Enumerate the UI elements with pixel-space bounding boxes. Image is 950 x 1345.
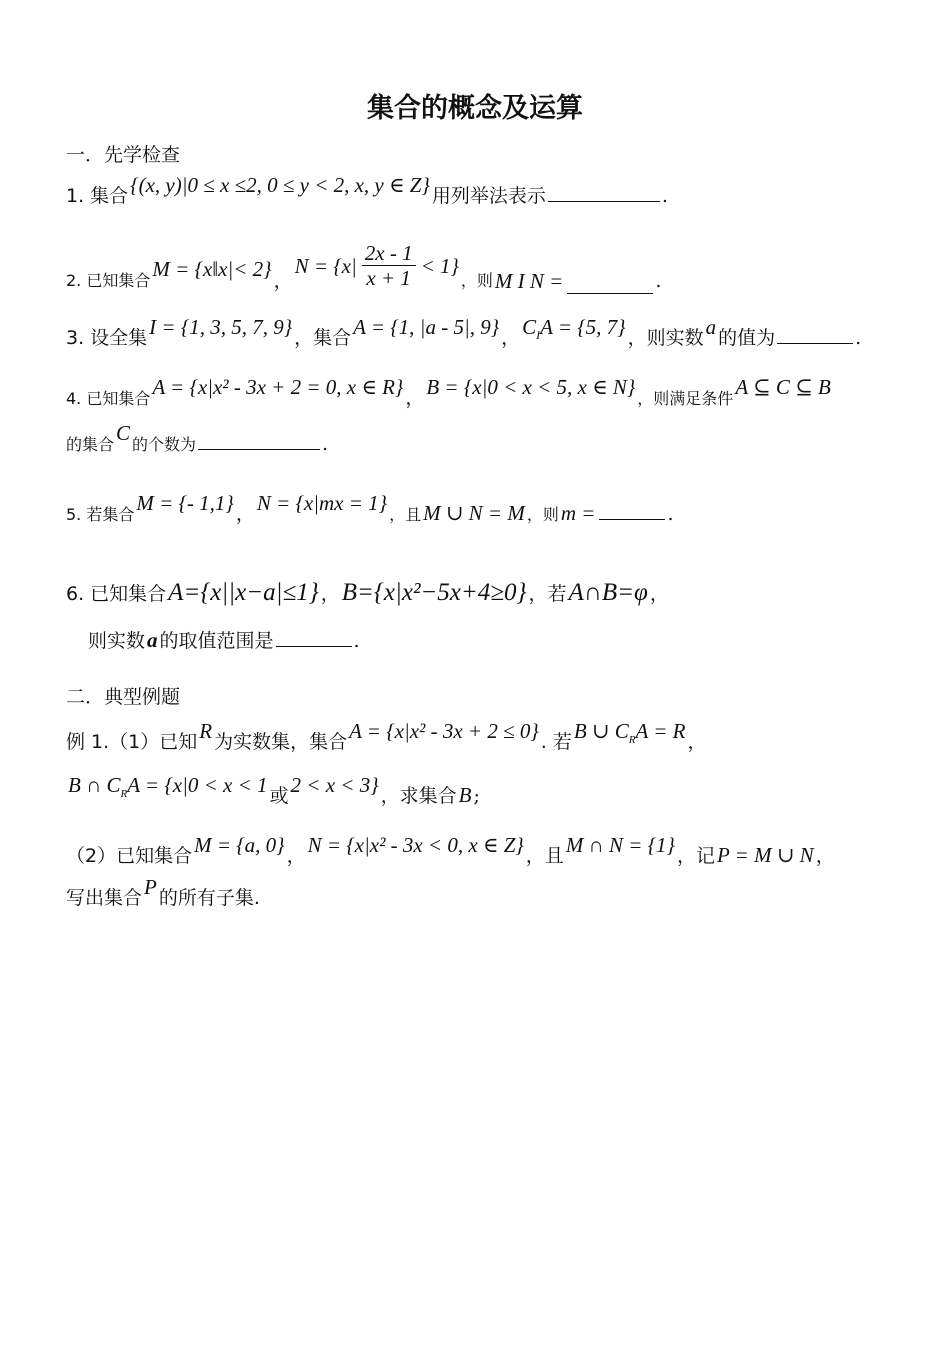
q4-set-a: A = {x|x² - 3x + 2 = 0, x ∈ R}	[152, 375, 404, 399]
question-6-line-2	[88, 627, 360, 654]
ex1-intersection-head: B ∩ C	[68, 773, 121, 797]
ex1-label: 例 1.（1）已知	[66, 731, 198, 753]
ex1-text-3: ，	[687, 731, 707, 753]
q3-set-a: A = {1, |a - 5|, 9}	[353, 315, 500, 339]
q2-fraction-numerator: 2x - 1	[362, 241, 416, 266]
q2-number: 2. 已知集合	[66, 271, 151, 290]
ex1-semicolon: ;	[473, 785, 480, 807]
ex1-text-4: ，求集合	[380, 785, 457, 807]
q4-condition: A ⊆ C ⊆ B	[735, 375, 831, 399]
question-1	[66, 173, 668, 209]
section-heading-2: 二．典型例题	[66, 686, 181, 708]
q6-intersection: A∩B=φ	[568, 579, 648, 606]
q6-variable-a: a	[147, 628, 158, 652]
q6-set-a: A={x||x−a|≤1}	[168, 579, 319, 606]
q1-end: .	[661, 185, 668, 207]
ex1-union-head: B ∪ C	[573, 719, 629, 743]
q3-complement-value: A = {5, 7}	[540, 315, 626, 339]
q3-complement-sub: I	[536, 328, 541, 343]
q3-text-3: 的值为	[718, 327, 776, 349]
ex1-text-8: 写出集合	[66, 887, 143, 909]
q5-union: M ∪ N = M	[423, 501, 525, 525]
q3-universal-set: I = {1, 3, 5, 7, 9}	[149, 315, 293, 339]
example-1-line-1	[66, 719, 707, 763]
ex1-text-6: ，记	[676, 845, 715, 867]
q5-set-m: M = {- 1,1}	[136, 491, 234, 515]
question-6-line-1	[66, 580, 669, 607]
q5-sep: ，	[235, 503, 255, 525]
q3-variable-a: a	[705, 315, 717, 339]
q2-set-m: M = {x‖x|< 2}	[152, 257, 272, 281]
q3-answer-blank[interactable]	[777, 325, 853, 344]
ex1-set-p-definition: P = M ∪ N	[716, 843, 814, 867]
q6-sep: ，	[320, 583, 340, 605]
q4-sep: ，	[405, 387, 425, 409]
q2-end: .	[655, 270, 662, 292]
ex1-intersection-sub: R	[120, 788, 128, 801]
page-title: 集合的概念及运算	[367, 93, 583, 124]
q6-text-1: ，若	[528, 583, 567, 605]
q4-set-c: C	[116, 421, 131, 445]
q5-text-1: ，且	[389, 505, 422, 524]
ex1-intersection-tail: A = {x|0 < x < 1	[127, 773, 268, 797]
ex1-text-7: ，	[815, 845, 835, 867]
ex1-or: 或	[269, 785, 289, 807]
ex1-range: 2 < x < 3}	[290, 773, 379, 797]
ex1-sep: ，	[286, 845, 306, 867]
q4-line2-text-b: 的个数为	[132, 435, 197, 454]
q5-set-n: N = {x|mx = 1}	[256, 491, 388, 515]
q5-text-2: ，则	[526, 505, 559, 524]
q6-line2-text-a: 则实数	[88, 630, 146, 652]
ex1-text-9: 的所有子集.	[158, 887, 260, 909]
q4-answer-blank[interactable]	[198, 431, 320, 450]
ex1-set-r: R	[199, 719, 213, 743]
ex1-mn-intersection: M ∩ N = {1}	[565, 833, 675, 857]
ex1-text-5: ，且	[525, 845, 564, 867]
q1-number: 1. 集合	[66, 185, 129, 207]
q1-text: 用列举法表示	[431, 185, 546, 207]
q2-answer-blank[interactable]	[567, 275, 653, 294]
ex1-intersection-expression	[68, 773, 268, 801]
q2-set-n	[293, 241, 461, 290]
q3-number: 3. 设全集	[66, 327, 148, 349]
q2-fraction-denominator: x + 1	[366, 266, 411, 290]
q5-answer-blank[interactable]	[599, 501, 665, 520]
example-1-line-2	[66, 773, 480, 817]
q2-fraction	[362, 241, 416, 290]
q6-text-2: ，	[649, 583, 669, 605]
ex1-union-sub: R	[628, 734, 636, 747]
ex1-part2-label: （2）已知集合	[66, 845, 193, 867]
q5-variable-m: m =	[560, 501, 596, 525]
q4-number: 4. 已知集合	[66, 389, 151, 408]
q2-then: ，则	[460, 271, 493, 290]
ex1-set-a: A = {x|x² - 3x + 2 ≤ 0}	[349, 719, 539, 743]
ex1-text-2: . 若	[540, 731, 572, 753]
ex1-set-m: M = {a, 0}	[194, 833, 285, 857]
ex1-set-b: B	[458, 783, 472, 807]
ex1-union-expression	[573, 719, 686, 747]
q4-line2-text-a: 的集合	[66, 435, 115, 454]
q2-set-n-head: N = {x|	[294, 253, 357, 278]
question-5	[66, 491, 674, 528]
q3-text-1: ，集合	[294, 327, 352, 349]
q3-complement-symbol: C	[522, 315, 537, 339]
ex1-set-p: P	[144, 875, 157, 899]
ex1-text-1: 为实数集，集合	[214, 731, 348, 753]
q1-set-expression: {(x, y)|0 ≤ x ≤2, 0 ≤ y < 2, x, y ∈ Z}	[130, 173, 430, 197]
q2-set-n-tail: < 1}	[420, 253, 459, 278]
q6-number: 6. 已知集合	[66, 583, 167, 605]
question-4-line-1	[66, 375, 833, 412]
q2-expression: M I N =	[494, 269, 564, 293]
q6-line2-text-b: 的取值范围是	[159, 630, 274, 652]
q4-end: .	[322, 433, 329, 455]
q3-sep: ，	[501, 327, 521, 349]
q6-answer-blank[interactable]	[276, 628, 352, 647]
ex1-set-n: N = {x|x² - 3x < 0, x ∈ Z}	[307, 833, 524, 857]
q4-text-1: ，则满足条件	[637, 389, 734, 408]
q6-set-b: B={x|x²−5x+4≥0}	[341, 579, 527, 606]
question-3	[66, 315, 862, 358]
example-1-line-4	[66, 875, 260, 911]
ex1-union-tail: A = R	[635, 719, 686, 743]
q3-end: .	[855, 327, 862, 349]
q2-sep: ，	[273, 270, 293, 292]
example-1-line-3	[66, 833, 835, 869]
q3-text-2: ，则实数	[627, 327, 704, 349]
q5-end: .	[667, 503, 674, 525]
q4-set-b: B = {x|0 < x < 5, x ∈ N}	[426, 375, 636, 399]
q5-number: 5. 若集合	[66, 505, 135, 524]
q6-end: .	[353, 630, 360, 652]
question-4-line-2	[66, 421, 329, 458]
q1-answer-blank[interactable]	[548, 183, 660, 202]
q3-complement	[522, 315, 626, 343]
question-2	[66, 238, 661, 294]
section-heading-1: 一．先学检查	[66, 144, 181, 166]
